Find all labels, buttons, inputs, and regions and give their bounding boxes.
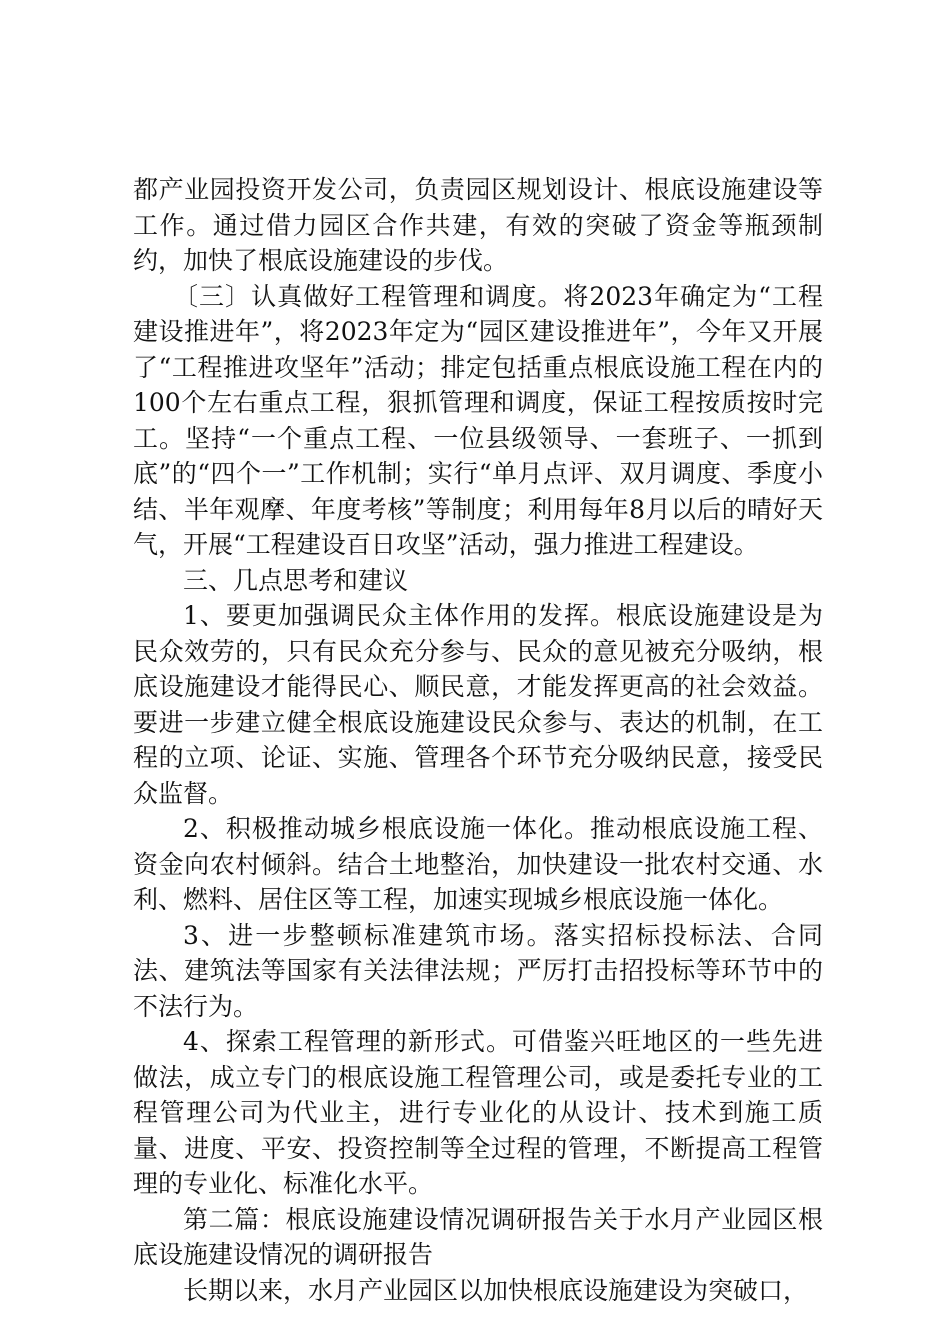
paragraph-section-three: 〔三〕认真做好工程管理和调度。将2023年确定为“工程建设推进年”，将2023年定为“园区建设推进年”，今年又开展了“工程推进攻坚年”活动；排定包括重点根底设施工程在内的100个左右重点工程，狠抓管理和调度，保证工程按质按时完工。坚持“一个重点工程、一位县级领导、一套班子、一抓到底”的“四个一”工作机制；实行“单月点评、双月调度、季度小结、半年观摩、年度考核”等制度；利用每年8月以后的晴好天气，开展“工程建设百日攻坚”活动，强力推进工程建设。 <box>133 281 823 559</box>
paragraph-suggestion-2: 2、积极推动城乡根底设施一体化。推动根底设施工程、资金向农村倾斜。结合土地整治，加快建设一批农村交通、水利、燃料、居住区等工程，加速实现城乡根底设施一体化。 <box>133 814 823 914</box>
paragraph-suggestion-3: 3、进一步整顿标准建筑市场。落实招标投标法、合同法、建筑法等国家有关法律法规；严厉打击招投标等环节中的不法行为。 <box>133 920 823 1021</box>
heading-thoughts-and-suggestions: 三、几点思考和建议 <box>183 565 409 595</box>
paragraph-suggestion-1: 1、要更加强调民众主体作用的发挥。根底设施建设是为民众效劳的，只有民众充分参与、民众的意见被充分吸纳，根底设施建设才能得民心、顺民意，才能发挥更高的社会效益。要进一步建立健全根底设施建设民众参与、表达的机制，在工程的立项、论证、实施、管理各个环节充分吸纳民意，接受民众监督。 <box>133 601 823 808</box>
heading-second-article: 第二篇：根底设施建设情况调研报告关于水月产业园区根底设施建设情况的调研报告 <box>133 1204 823 1269</box>
paragraph-continuation: 都产业园投资开发公司，负责园区规划设计、根底设施建设等工作。通过借力园区合作共建，有效的突破了资金等瓶颈制约，加快了根底设施建设的步伐。 <box>133 175 823 275</box>
paragraph-second-article-intro: 长期以来，水月产业园区以加快根底设施建设为突破口， <box>183 1275 809 1305</box>
document-body <box>133 172 823 1308</box>
paragraph-suggestion-4: 4、探索工程管理的新形式。可借鉴兴旺地区的一些先进做法，成立专门的根底设施工程管理公司，或是委托专业的工程管理公司为代业主，进行专业化的从设计、技术到施工质量、进度、平安、投资控制等全过程的管理，不断提高工程管理的专业化、标准化水平。 <box>133 1027 823 1198</box>
